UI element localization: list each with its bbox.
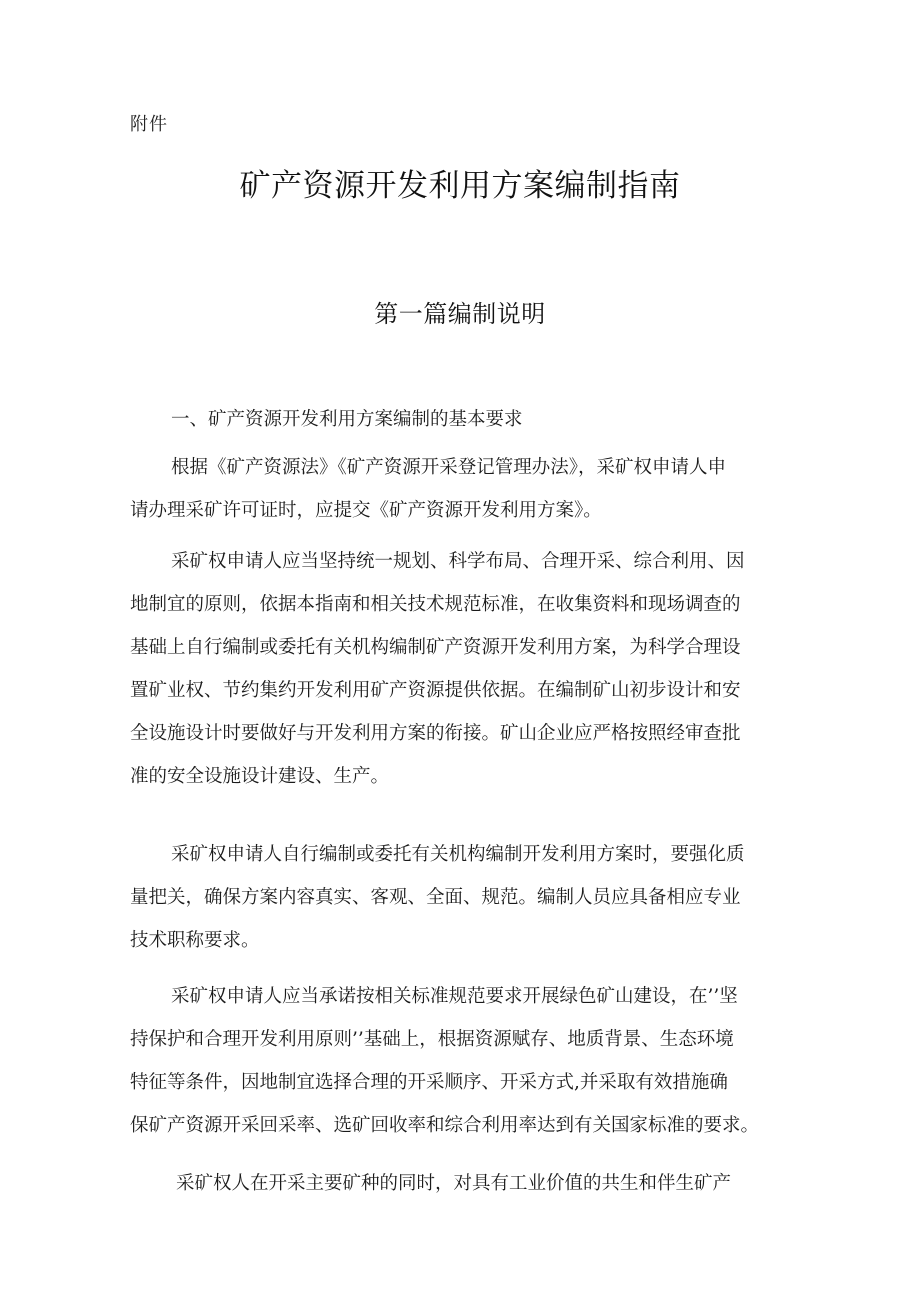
paragraph-line: 全设施设计时要做好与开发利用方案的衔接。矿山企业应严格按照经审查批 <box>130 723 741 744</box>
paragraph-line: 持保护和合理开发利用原则’’基础上，根据资源赋存、地质背景、生态环境 <box>130 1029 734 1050</box>
paragraph-line: 保矿产资源开采回采率、选矿回收率和综合利用率达到有关国家标准的要求。 <box>130 1115 760 1136</box>
section-heading-text: 一、矿产资源开发利用方案编制的基本要求 <box>171 409 523 430</box>
paragraph-line: 量把关，确保方案内容真实、客观、全面、规范。编制人员应具备相应专业 <box>130 887 741 908</box>
paragraph-4 <box>130 975 792 1147</box>
paragraph-line: 准的安全设施设计建设、生产。 <box>130 766 390 787</box>
paragraph-1 <box>130 446 792 532</box>
attachment-label: 附件 <box>130 114 168 135</box>
paragraph-line: 特征等条件，因地制宜选择合理的开采顺序、开采方式,并采取有效措施确 <box>130 1072 728 1093</box>
paragraph-3 <box>130 833 792 962</box>
paragraph-line: 根据《矿产资源法》《矿产资源开采登记管理办法》，采矿权申请人申 <box>171 457 727 478</box>
part-title: 第一篇编制说明 <box>374 300 546 328</box>
paragraph-line: 技术职称要求。 <box>130 930 260 951</box>
paragraph-line: 采矿权人在开采主要矿种的同时，对具有工业价值的共生和伴生矿产 <box>176 1173 732 1194</box>
document-title: 矿产资源开发利用方案编制指南 <box>239 168 681 204</box>
paragraph-line: 采矿权申请人应当承诺按相关标准规范要求开展绿色矿山建设，在’’坚 <box>171 986 738 1007</box>
paragraph-line: 请办理采矿许可证时，应提交《矿产资源开发利用方案》。 <box>130 500 602 521</box>
section-heading <box>130 398 792 441</box>
paragraph-line: 基础上自行编制或委托有关机构编制矿产资源开发利用方案，为科学合理设 <box>130 637 741 658</box>
paragraph-line: 置矿业权、节约集约开发利用矿产资源提供依据。在编制矿山初步设计和安 <box>130 680 741 701</box>
paragraph-line: 采矿权申请人应当坚持统一规划、科学布局、合理开采、综合利用、因 <box>171 551 745 572</box>
paragraph-line: 采矿权申请人自行编制或委托有关机构编制开发利用方案时，要强化质 <box>171 844 745 865</box>
paragraph-line: 地制宜的原则，依据本指南和相关技术规范标准，在收集资料和现场调查的 <box>130 594 741 615</box>
paragraph-5 <box>130 1162 792 1205</box>
paragraph-2 <box>130 540 792 798</box>
